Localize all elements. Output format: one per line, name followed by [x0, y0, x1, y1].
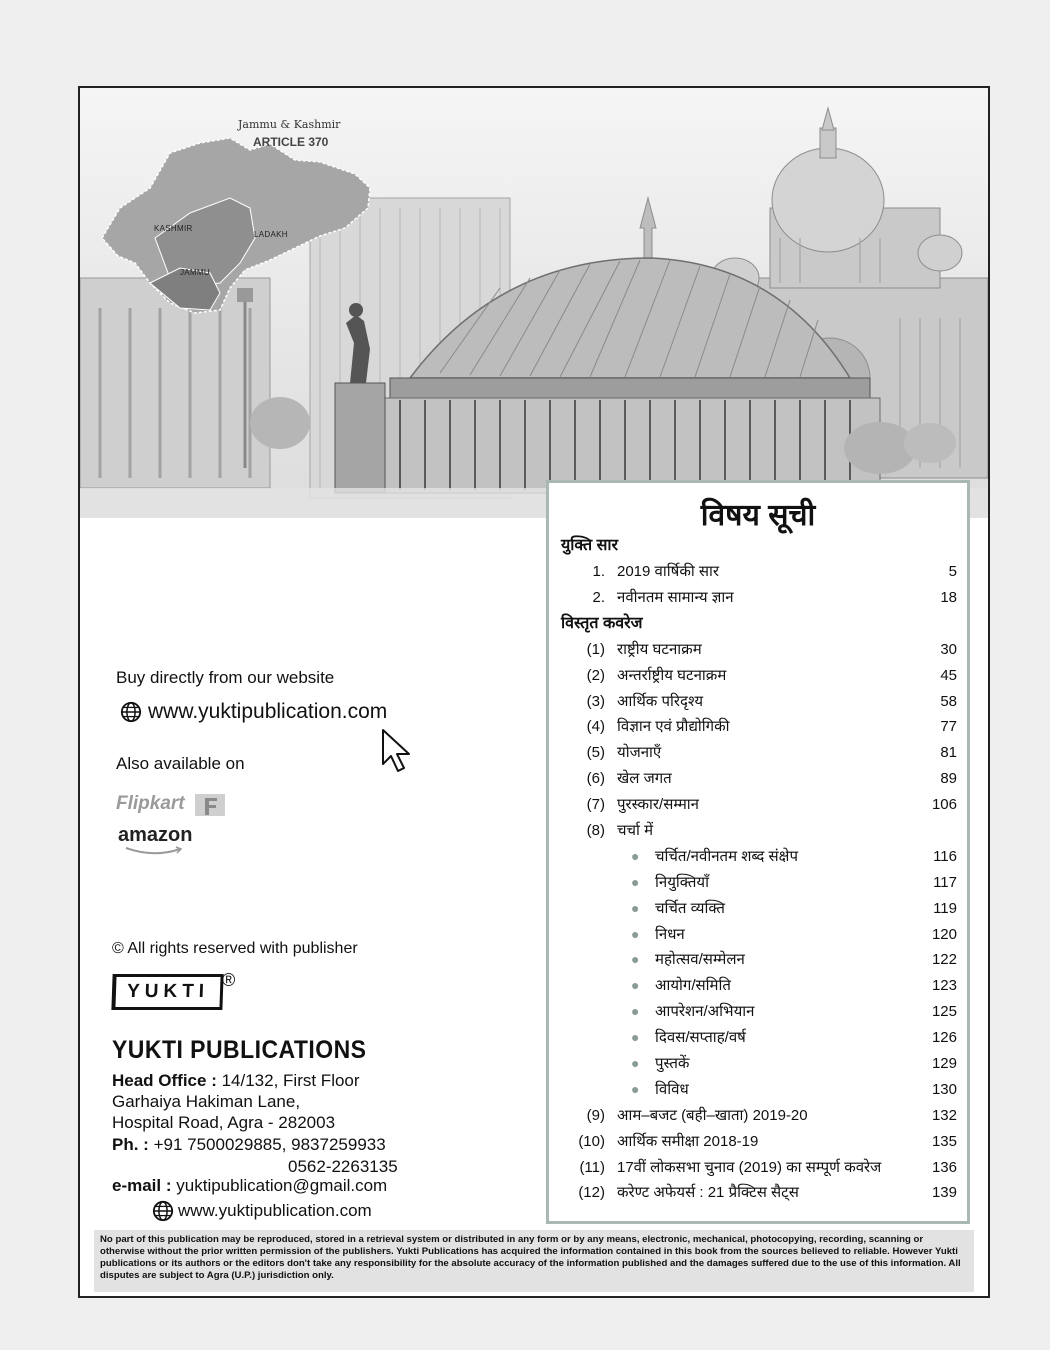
toc-row[interactable] — [549, 947, 967, 973]
copyright-footer: No part of this publication may be reproduced, stored in a retrieval system or distributed in any form or by any means, electronic, mechanical, photocopying, recording, scanning or otherwise without the prior written permission of the publishers. Yukti Publications has acquired the information contained in this book from the sources believed to reliable. However Yukti publications or its authors or the editors don't take any responsibility for the absolute accuracy of the information published and the damages suffered due to the use of this information. All disputes are subject to Agra (U.P.) jurisdiction only. — [94, 1230, 974, 1292]
phone-value: +91 7500029885, 9837259933 — [153, 1135, 386, 1154]
toc-row-title: खेल जगत — [617, 770, 672, 788]
toc-row[interactable] — [549, 1129, 967, 1155]
toc-row-page: 81 — [940, 744, 957, 762]
toc-row-title: पुस्तकें — [655, 1055, 690, 1073]
toc-row-title: निधन — [655, 925, 685, 943]
toc-row-page: 129 — [931, 1055, 957, 1073]
map-label-ladakh: LADAKH — [254, 230, 288, 239]
address-line-3: Hospital Road, Agra - 282003 — [112, 1113, 336, 1132]
bullet-icon: ● — [631, 1003, 640, 1020]
toc-row[interactable] — [549, 1103, 967, 1129]
amazon-smile-icon — [124, 846, 184, 856]
map-title: Jammu & Kashmir — [238, 118, 341, 131]
amazon-logo[interactable]: amazon — [118, 824, 193, 846]
map-label-kashmir: KASHMIR — [154, 224, 193, 233]
page-frame — [78, 86, 990, 1298]
toc-row-indent — [549, 1025, 631, 1051]
toc-row-title: चर्चा में — [617, 822, 654, 840]
address-line-2: Garhaiya Hakiman Lane, — [112, 1092, 301, 1111]
bullet-icon: ● — [631, 899, 640, 916]
website-link[interactable] — [120, 700, 387, 724]
toc-row[interactable] — [549, 1180, 967, 1206]
toc-row-number: (9) — [586, 1106, 605, 1124]
toc-row-page: 126 — [931, 1029, 957, 1047]
toc-row-page: 116 — [933, 847, 957, 865]
buy-heading: Buy directly from our website — [116, 668, 335, 687]
toc-row-number: (11) — [579, 1158, 605, 1176]
toc-row-title: राष्ट्रीय घटनाक्रम — [617, 640, 702, 658]
toc-row[interactable] — [549, 740, 967, 766]
bullet-icon: ● — [631, 925, 640, 942]
toc-row-title: चर्चित व्यक्ति — [655, 899, 725, 917]
toc-row-number: (4) — [586, 718, 605, 736]
toc-row-page: 5 — [948, 563, 957, 580]
toc-row[interactable] — [549, 896, 967, 922]
toc-row-page: 125 — [931, 1003, 957, 1021]
also-available-label: Also available on — [116, 754, 245, 773]
toc-row[interactable] — [549, 559, 967, 585]
toc-section-3-list — [549, 1103, 967, 1207]
toc-row-indent — [549, 870, 631, 896]
toc-row[interactable] — [549, 689, 967, 715]
bullet-icon: ● — [631, 1029, 640, 1046]
toc-row-title: आम–बजट (बही–खाता) 2019-20 — [617, 1106, 808, 1124]
toc-section-1: युक्ति सार — [561, 537, 619, 554]
toc-row-title: विविध — [655, 1080, 689, 1098]
flipkart-bag-icon — [193, 790, 227, 818]
publisher-website-text: www.yuktipublication.com — [178, 1201, 372, 1220]
toc-row-number: 2. — [592, 588, 605, 606]
publisher-address — [112, 1070, 360, 1133]
toc-row-number: (6) — [586, 770, 605, 788]
publisher-name: YUKTI PUBLICATIONS — [112, 1036, 367, 1064]
map-subtitle: ARTICLE 370 — [253, 135, 329, 149]
cursor-icon — [380, 728, 416, 774]
toc-row-number: (8) — [586, 822, 605, 840]
phone-label: Ph. : — [112, 1135, 149, 1154]
toc-row-page: 106 — [931, 796, 957, 814]
toc-row-title: पुरस्कार/सम्मान — [617, 796, 700, 814]
bullet-icon: ● — [631, 873, 640, 890]
toc-row-title: 2019 वार्षिकी सार — [617, 563, 720, 580]
toc-row-indent — [549, 896, 631, 922]
toc-row-title: अन्तर्राष्ट्रीय घटनाक्रम — [617, 666, 727, 684]
toc-section-2: विस्तृत कवरेज — [561, 614, 643, 632]
toc-row-indent — [549, 1077, 631, 1103]
email-label: e-mail : — [112, 1176, 172, 1195]
toc-row-title: चर्चित/नवीनतम शब्द संक्षेप — [655, 847, 798, 865]
globe-icon — [120, 701, 142, 723]
bullet-icon: ● — [631, 847, 640, 864]
toc-title: विषय सूची — [700, 499, 816, 532]
bullet-icon: ● — [631, 1055, 640, 1072]
toc-row-page: 58 — [940, 692, 957, 710]
toc-row-page: 77 — [940, 718, 957, 736]
toc-row[interactable] — [549, 585, 967, 611]
toc-row-title: आर्थिक समीक्षा 2018-19 — [617, 1132, 759, 1150]
globe-icon — [152, 1200, 174, 1222]
yukti-logo-text: YUKTI — [111, 974, 223, 1010]
toc-row-title: आयोग/समिति — [655, 977, 731, 995]
phone-landline: 0562-2263135 — [288, 1157, 398, 1176]
toc-row[interactable] — [549, 1051, 967, 1077]
map-label-jammu: JAMMU — [180, 268, 210, 277]
toc-row[interactable] — [549, 973, 967, 999]
toc-row-page: 119 — [933, 899, 957, 917]
toc-row-title: आर्थिक परिदृश्य — [617, 692, 704, 710]
toc-row-page: 136 — [931, 1158, 957, 1176]
toc-section-1-list — [549, 559, 967, 611]
toc-row-page: 18 — [940, 588, 957, 606]
toc-row-title: 17वीं लोकसभा चुनाव (2019) का सम्पूर्ण कवरेज — [617, 1158, 882, 1176]
toc-row[interactable] — [549, 870, 967, 896]
toc-row-indent — [549, 973, 631, 999]
hero-illustration — [80, 88, 988, 518]
toc-row-title: दिवस/सप्ताह/वर्ष — [655, 1029, 746, 1047]
toc-row-number: (7) — [586, 796, 605, 814]
toc-row-title: योजनाएँ — [617, 744, 662, 762]
bullet-icon: ● — [631, 977, 640, 994]
toc-row-number: (3) — [586, 692, 605, 710]
toc-row-page: 30 — [940, 640, 957, 658]
email[interactable] — [112, 1176, 387, 1196]
toc-row-page: 135 — [931, 1132, 957, 1150]
toc-row[interactable] — [549, 1077, 967, 1103]
phone — [112, 1135, 386, 1155]
toc-row-title: नवीनतम सामान्य ज्ञान — [617, 588, 734, 606]
rights-notice: © All rights reserved with publisher — [112, 940, 358, 957]
toc-row-number: (5) — [586, 744, 605, 762]
toc-row[interactable] — [549, 1025, 967, 1051]
toc-row-page: 122 — [931, 951, 957, 969]
toc-row-indent — [549, 947, 631, 973]
bullet-icon: ● — [631, 1080, 640, 1097]
toc-row[interactable] — [549, 844, 967, 870]
toc-row-number: (1) — [586, 640, 605, 658]
head-office-label: Head Office : — [112, 1071, 217, 1090]
toc-row-indent — [549, 922, 631, 948]
registered-mark: ® — [222, 970, 236, 990]
email-value: yuktipublication@gmail.com — [176, 1176, 388, 1195]
toc-row[interactable] — [549, 999, 967, 1025]
toc-row-page: 89 — [940, 770, 957, 788]
toc-row-page — [909, 818, 967, 844]
toc-row-page: 123 — [931, 977, 957, 995]
toc-row-number: 1. — [592, 563, 605, 580]
toc-row-title: आपरेशन/अभियान — [655, 1003, 755, 1021]
bullet-icon: ● — [631, 951, 640, 968]
toc-row-title: महोत्सव/सम्मेलन — [655, 951, 745, 969]
flipkart-logo[interactable] — [116, 790, 227, 818]
toc-row-title: विज्ञान एवं प्रौद्योगिकी — [617, 718, 730, 736]
toc-subsection-list — [549, 844, 967, 1103]
toc-section-2-list — [549, 637, 967, 844]
toc-row[interactable] — [549, 792, 967, 818]
toc-row-number: (12) — [578, 1184, 605, 1202]
toc-row-page: 132 — [931, 1106, 957, 1124]
publisher-website[interactable] — [152, 1200, 372, 1222]
toc-row[interactable] — [549, 818, 967, 844]
toc-row-indent — [549, 1051, 631, 1077]
toc-row-page: 120 — [931, 925, 957, 943]
toc-row-page: 130 — [931, 1080, 957, 1098]
toc-row[interactable] — [549, 663, 967, 689]
toc-row-indent — [549, 844, 631, 870]
toc-row-title: नियुक्तियाँ — [655, 873, 709, 891]
toc-row[interactable] — [549, 922, 967, 948]
toc-row[interactable] — [549, 1155, 967, 1181]
toc-row-title: करेण्ट अफेयर्स : 21 प्रैक्टिस सैट्स — [617, 1184, 799, 1202]
parliament-illustration — [80, 88, 988, 518]
toc-row-page: 45 — [940, 666, 957, 684]
yukti-logo — [112, 974, 223, 1010]
toc-row-number: (2) — [586, 666, 605, 684]
toc-row[interactable] — [549, 637, 967, 663]
flipkart-text: Flipkart — [116, 793, 185, 814]
toc-row-page: 117 — [933, 873, 957, 891]
toc-row-number: (10) — [578, 1132, 605, 1150]
toc-row[interactable] — [549, 714, 967, 740]
website-text: www.yuktipublication.com — [148, 700, 388, 723]
toc-row-indent — [549, 999, 631, 1025]
toc-row[interactable] — [549, 766, 967, 792]
toc-row-page: 139 — [931, 1184, 957, 1202]
table-of-contents — [546, 480, 970, 1224]
head-office-value: 14/132, First Floor — [221, 1071, 360, 1090]
